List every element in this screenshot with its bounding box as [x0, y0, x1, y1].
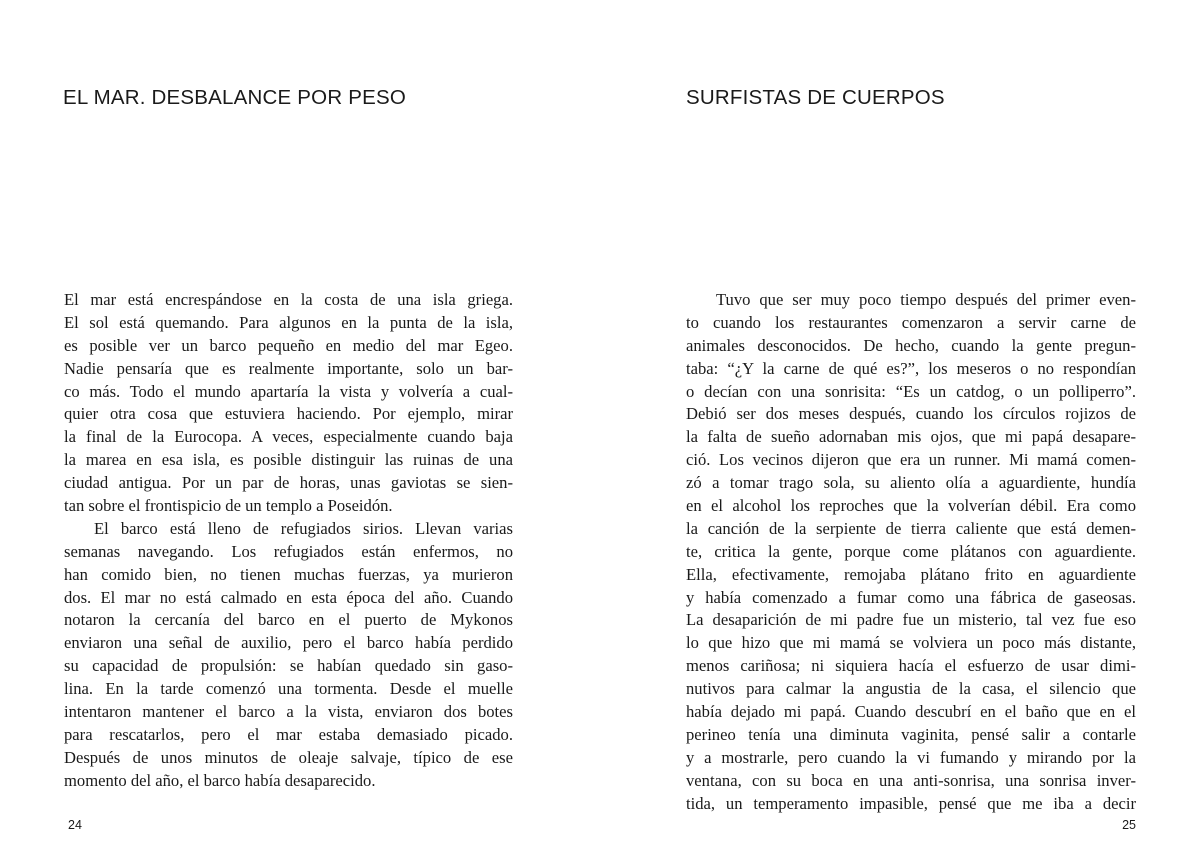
- page-number: 25: [1122, 818, 1136, 832]
- text-line: animales desconocidos. De hecho, cuando la gente pregun-: [686, 335, 1136, 355]
- text-line: tida, un temperamento impasible, pensé que me iba a decir: [686, 793, 1136, 813]
- text-line: ventana, con su boca en una anti-sonrisa, una sonrisa inver-: [686, 770, 1136, 790]
- text-line: Después de unos minutos de oleaje salvaje, típico de ese: [64, 747, 513, 767]
- text-line: nutivos para calmar la angustia de la casa, el silencio que: [686, 679, 1136, 699]
- text-line: para rescatarlos, pero el mar estaba demasiado picado.: [64, 724, 513, 744]
- text-line: en el alcohol los reproches que la volverían débil. Era como: [686, 496, 1136, 516]
- text-line: tan sobre el frontispicio de un templo a Poseidón.: [64, 496, 393, 516]
- text-line: te, critica la gente, porque come plátanos con aguardiente.: [686, 541, 1136, 561]
- text-line: taba: “¿Y la carne de qué es?”, los meseros o no respondían: [686, 358, 1136, 378]
- paragraph: [64, 518, 513, 793]
- chapter-title: EL MAR. DESBALANCE POR PESO: [63, 86, 406, 109]
- text-line: dos. El mar no está calmado en esta época del año. Cuando: [64, 587, 513, 607]
- text-line: enviaron una señal de auxilio, pero el barco había perdido: [64, 633, 513, 653]
- text-line: La desaparición de mi padre fue un misterio, tal vez fue eso: [686, 610, 1136, 630]
- text-line: zó a tomar trago sola, su aliento olía a aguardiente, hundía: [686, 473, 1136, 493]
- text-line: Debió ser dos meses después, cuando los círculos rojizos de: [686, 404, 1136, 424]
- text-line: ció. Los vecinos dijeron que era un runner. Mi mamá comen-: [686, 450, 1136, 470]
- text-line: su capacidad de propulsión: se habían quedado sin gaso-: [64, 656, 513, 676]
- text-line: lina. En la tarde comenzó una tormenta. Desde el muelle: [64, 679, 513, 699]
- text-line: han comido bien, no tienen muchas fuerzas, ya murieron: [64, 564, 513, 584]
- text-line: perineo tenía una diminuta vaginita, pensé salir a contarle: [686, 724, 1136, 744]
- text-line: es posible ver un barco pequeño en medio del mar Egeo.: [64, 335, 513, 355]
- text-line: El barco está lleno de refugiados sirios. Llevan varias: [94, 518, 513, 538]
- text-line: la falta de sueño adornaban mis ojos, que mi papá desapare-: [686, 427, 1136, 447]
- text-line: ciudad antigua. Por un par de horas, unas gaviotas se sien-: [64, 473, 513, 493]
- body-text: [64, 289, 513, 793]
- text-line: Ella, efectivamente, remojaba plátano frito en aguardiente: [686, 564, 1136, 584]
- text-line: El sol está quemando. Para algunos en la punta de la isla,: [64, 312, 513, 332]
- paragraph: [686, 289, 1136, 815]
- body-text: [686, 289, 1136, 815]
- text-line: la final de la Eurocopa. A veces, especialmente cuando baja: [64, 427, 513, 447]
- text-line: lo que hizo que mi mamá se volviera un poco más distante,: [686, 633, 1136, 653]
- text-line: y había comenzado a fumar como una fábrica de gaseosas.: [686, 587, 1136, 607]
- right-page: [600, 0, 1200, 857]
- text-line: intentaron mantener el barco a la vista, enviaron dos botes: [64, 702, 513, 722]
- text-line: la canción de la serpiente de tierra caliente que está demen-: [686, 518, 1136, 538]
- text-line: quier otra cosa que estuviera haciendo. Por ejemplo, mirar: [64, 404, 513, 424]
- text-line: o decían con una sonrisita: “Es un catdog, o un polliperro”.: [686, 381, 1136, 401]
- text-line: El mar está encrespándose en la costa de una isla griega.: [64, 290, 513, 309]
- chapter-title: SURFISTAS DE CUERPOS: [686, 86, 945, 109]
- page-number: 24: [68, 818, 82, 832]
- text-line: Tuvo que ser muy poco tiempo después del primer even-: [716, 290, 1136, 309]
- text-line: la marea en esa isla, es posible distinguir las ruinas de una: [64, 450, 513, 470]
- text-line: semanas navegando. Los refugiados están enfermos, no: [64, 541, 513, 561]
- paragraph: [64, 289, 513, 518]
- text-line: menos cariñosa; ni siquiera hacía el esfuerzo de usar dimi-: [686, 656, 1136, 676]
- text-line: notaron la cercanía del barco en el puerto de Mykonos: [64, 610, 513, 630]
- text-line: Nadie pensaría que es realmente importante, solo un bar-: [64, 358, 513, 378]
- text-line: y a mostrarle, pero cuando la vi fumando y mirando por la: [686, 747, 1136, 767]
- text-line: co más. Todo el mundo apartaría la vista y volvería a cual-: [64, 381, 513, 401]
- text-line: to cuando los restaurantes comenzaron a servir carne de: [686, 312, 1136, 332]
- text-line: momento del año, el barco había desaparecido.: [64, 770, 376, 790]
- text-line: había dejado mi papá. Cuando descubrí en el baño que en el: [686, 702, 1136, 722]
